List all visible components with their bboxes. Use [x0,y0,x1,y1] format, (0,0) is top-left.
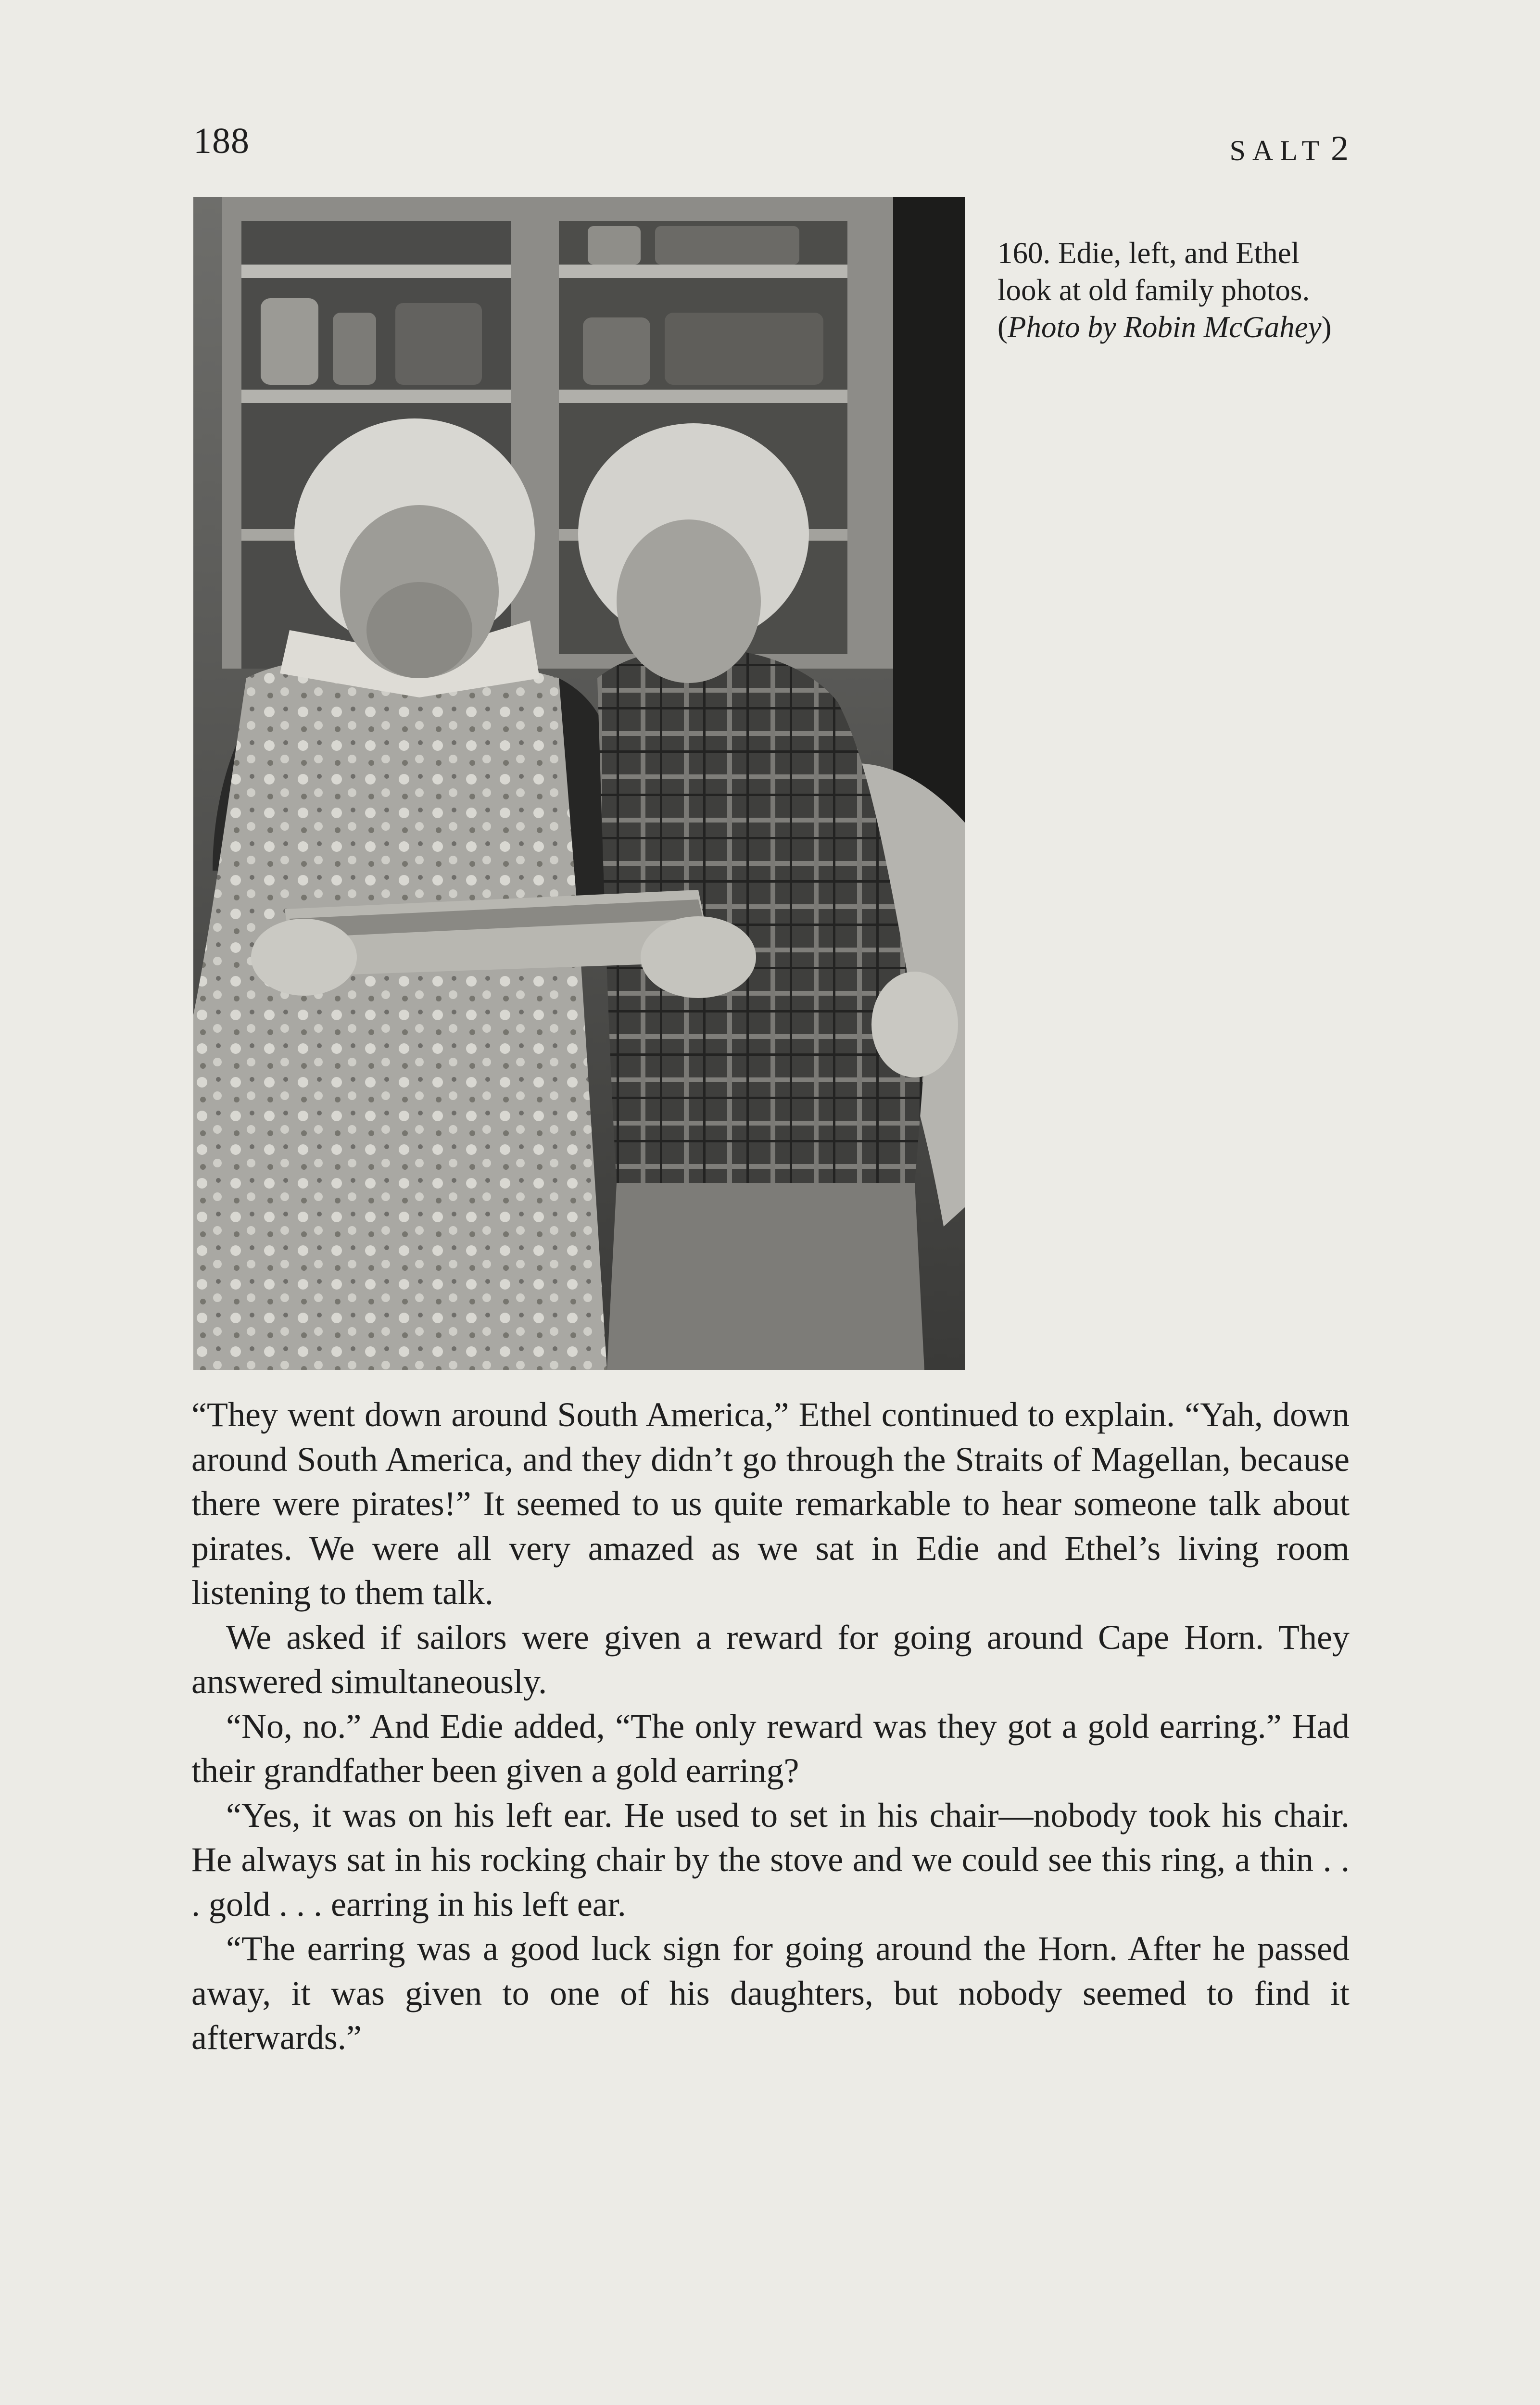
running-head [1230,131,1349,166]
running-head-title: SALT [1229,135,1326,166]
running-head-volume: 2 [1331,129,1349,168]
paragraph: We asked if sailors were given a reward for going around Cape Horn. They answered simultaneously. [191,1618,1350,1701]
caption-close: ) [1321,310,1332,344]
caption-text: 160. Edie, left, and Ethel look at old family photos. ( [997,236,1310,344]
caption-credit: Photo by Robin McGahey [1007,310,1322,344]
paragraph: “They went down around South America,” Ethel continued to explain. “Yah, down around South America, and they didn’t go through the Straits of Magellan, because there were pirates!” It seemed to us quite remarkable to hear someone talk about pirates. We were all very amazed as we sat in Edie and Ethel’s living room listening to them talk. [191,1395,1350,1612]
body-text [191,1392,1350,2060]
paragraph: “The earring was a good luck sign for going around the Horn. After he passed away, it was given to one of his daughters, but nobody seemed to find it afterwards.” [191,1929,1350,2057]
paragraph: “No, no.” And Edie added, “The only reward was they got a gold earring.” Had their grandfather been given a gold earring? [191,1707,1350,1790]
figure-photo [193,197,965,1370]
page-number: 188 [193,121,250,161]
paragraph: “Yes, it was on his left ear. He used to set in his chair—nobody took his chair. He always sat in his rocking chair by the stove and we could see this ring, a thin . . . gold . . . earring in his left ear. [191,1796,1350,1924]
figure-caption [997,235,1334,346]
